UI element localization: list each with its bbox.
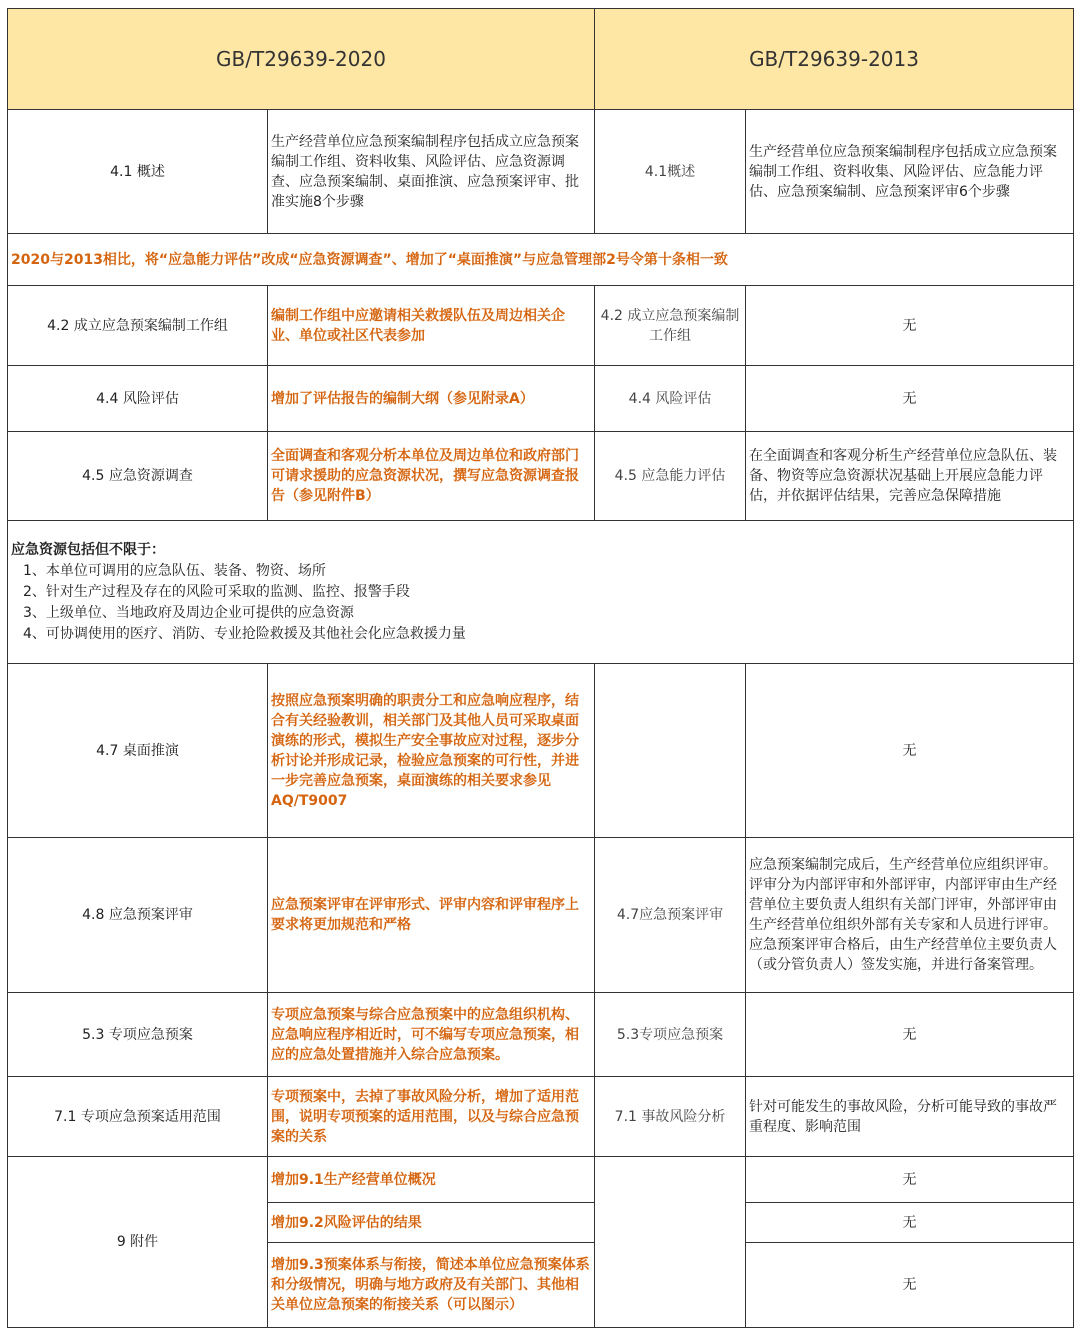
old-text-cell: 应急预案编制完成后，生产经营单位应组织评审。评审分为内部评审和外部评审，内部评审由生产经营单位主要负责人组织有关部门评审，外部评审由生产经营单位组织外部有关专家和人员进行评审。应急预案评审合格后，由生产经营单位主要负责人（或分管负责人）签发实施，并进行备案管理。 — [746, 838, 1074, 993]
new-text-cell: 专项应急预案与综合应急预案中的应急组织机构、应急响应程序相近时，可不编写专项应急预案，相应的应急处置措施并入综合应急预案。 — [268, 993, 595, 1077]
new-text-cell: 增加9.1生产经营单位概况 — [268, 1157, 595, 1203]
old-clause-cell: 4.2 成立应急预案编制工作组 — [595, 286, 746, 366]
banner-row — [8, 234, 1074, 286]
list-item: 3、上级单位、当地政府及周边企业可提供的应急资源 — [23, 604, 354, 621]
old-text-cell: 在全面调查和客观分析生产经营单位应急队伍、装备、物资等应急资源状况基础上开展应急能力评估，并依据评估结果，完善应急保障措施 — [746, 432, 1074, 521]
new-text-cell: 按照应急预案明确的职责分工和应急响应程序，结合有关经验教训，相关部门及其他人员可采取桌面演练的形式，模拟生产安全事故应对过程，逐步分析讨论并形成记录，检验应急预案的可行性，并进一步完善应急预案，桌面演练的相关要求参见AQ/T9007 — [268, 664, 595, 838]
table-row — [8, 286, 1074, 366]
old-clause-cell: 4.1概述 — [595, 110, 746, 234]
notes-title: 应急资源包括但不限于： — [11, 541, 165, 558]
comparison-table — [7, 8, 1074, 1328]
old-clause-cell: 4.7应急预案评审 — [595, 838, 746, 993]
header-old-standard: GB/T29639-2013 — [595, 9, 1074, 110]
old-clause-cell: 5.3专项应急预案 — [595, 993, 746, 1077]
old-text-cell: 生产经营单位应急预案编制程序包括成立应急预案编制工作组、资料收集、风险评估、应急能力评估、应急预案编制、应急预案评审6个步骤 — [746, 110, 1074, 234]
new-clause-cell: 4.5 应急资源调查 — [8, 432, 268, 521]
old-clause-cell: 4.4 风险评估 — [595, 366, 746, 432]
table-row — [8, 110, 1074, 234]
old-text-cell: 无 — [746, 993, 1074, 1077]
old-clause-cell: 4.5 应急能力评估 — [595, 432, 746, 521]
new-text-cell: 专项预案中，去掉了事故风险分析，增加了适用范围，说明专项预案的适用范围，以及与综合应急预案的关系 — [268, 1077, 595, 1157]
old-clause-cell: 7.1 事故风险分析 — [595, 1077, 746, 1157]
new-clause-cell: 4.4 风险评估 — [8, 366, 268, 432]
table-row — [8, 1157, 1074, 1203]
new-text-cell: 增加9.3预案体系与衔接，简述本单位应急预案体系和分级情况，明确与地方政府及有关部门、其他相关单位应急预案的衔接关系（可以图示） — [268, 1243, 595, 1328]
new-text-cell: 编制工作组中应邀请相关救援队伍及周边相关企业、单位或社区代表参加 — [268, 286, 595, 366]
table-row — [8, 1077, 1074, 1157]
old-text-cell: 针对可能发生的事故风险，分析可能导致的事故严重程度、影响范围 — [746, 1077, 1074, 1157]
old-text-cell: 无 — [746, 664, 1074, 838]
old-text-cell: 无 — [746, 1243, 1074, 1328]
table-row — [8, 664, 1074, 838]
list-item: 2、针对生产过程及存在的风险可采取的监测、监控、报警手段 — [23, 583, 410, 600]
table-row — [8, 366, 1074, 432]
resource-notes — [8, 521, 1074, 664]
header-new-standard: GB/T29639-2020 — [8, 9, 595, 110]
table-row — [8, 432, 1074, 521]
header-row — [8, 9, 1074, 110]
new-clause-cell: 4.8 应急预案评审 — [8, 838, 268, 993]
old-clause-cell — [595, 664, 746, 838]
list-item: 4、可协调使用的医疗、消防、专业抢险救援及其他社会化应急救援力量 — [23, 625, 466, 642]
new-text-cell: 应急预案评审在评审形式、评审内容和评审程序上要求将更加规范和严格 — [268, 838, 595, 993]
old-text-cell: 无 — [746, 1203, 1074, 1243]
new-text-cell: 增加了评估报告的编制大纲（参见附录A） — [268, 366, 595, 432]
old-text-cell: 无 — [746, 1157, 1074, 1203]
new-text-cell: 增加9.2风险评估的结果 — [268, 1203, 595, 1243]
old-clause-cell — [595, 1157, 746, 1328]
new-clause-cell: 4.1 概述 — [8, 110, 268, 234]
old-text-cell: 无 — [746, 286, 1074, 366]
new-clause-cell: 7.1 专项应急预案适用范围 — [8, 1077, 268, 1157]
new-clause-cell: 4.2 成立应急预案编制工作组 — [8, 286, 268, 366]
new-clause-cell: 5.3 专项应急预案 — [8, 993, 268, 1077]
new-clause-cell: 9 附件 — [8, 1157, 268, 1328]
notes-row — [8, 521, 1074, 664]
old-text-cell: 无 — [746, 366, 1074, 432]
new-clause-cell: 4.7 桌面推演 — [8, 664, 268, 838]
new-text-cell: 生产经营单位应急预案编制程序包括成立应急预案编制工作组、资料收集、风险评估、应急资源调查、应急预案编制、桌面推演、应急预案评审、批准实施8个步骤 — [268, 110, 595, 234]
table-row — [8, 838, 1074, 993]
comparison-summary: 2020与2013相比，将“应急能力评估”改成“应急资源调查”、增加了“桌面推演”与应急管理部2号令第十条相一致 — [8, 234, 1074, 286]
new-text-cell: 全面调查和客观分析本单位及周边单位和政府部门可请求援助的应急资源状况，撰写应急资源调查报告（参见附件B） — [268, 432, 595, 521]
list-item: 1、本单位可调用的应急队伍、装备、物资、场所 — [23, 562, 326, 579]
table-row — [8, 993, 1074, 1077]
